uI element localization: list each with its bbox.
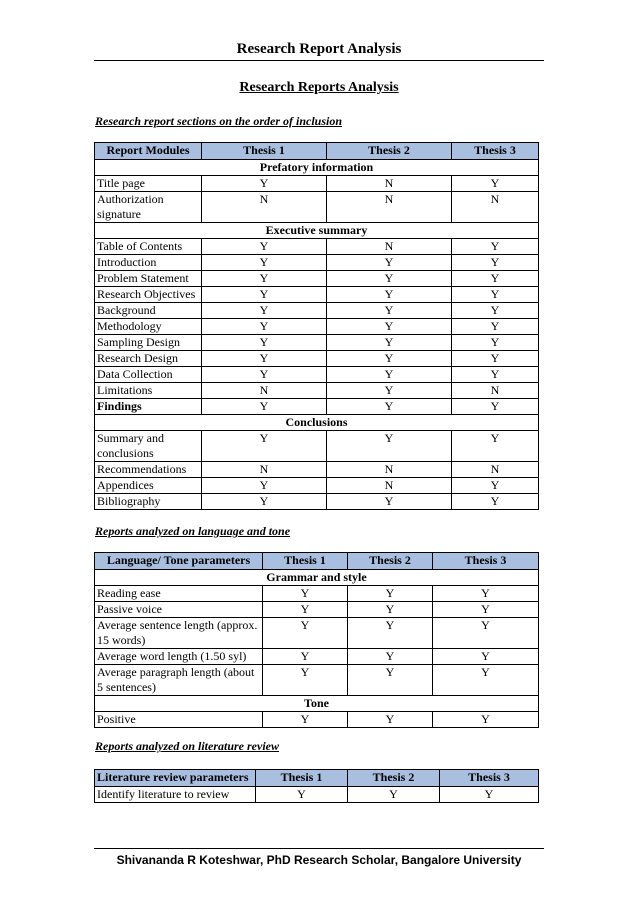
table-row	[95, 665, 539, 696]
row-label: Positive	[95, 712, 263, 728]
table-row	[95, 494, 539, 510]
column-header: Thesis 3	[452, 143, 539, 160]
row-label: Sampling Design	[95, 335, 202, 351]
column-header: Thesis 2	[348, 553, 433, 570]
table-row	[95, 586, 539, 602]
row-label: Average word length (1.50 syl)	[95, 649, 263, 665]
cell-value: Y	[327, 271, 452, 287]
section-caption-language: Reports analyzed on language and tone	[95, 524, 291, 538]
row-label: Research Design	[95, 351, 202, 367]
group-row	[95, 223, 539, 239]
group-title: Grammar and style	[95, 570, 539, 586]
cell-value: Y	[452, 271, 539, 287]
cell-value: N	[327, 176, 452, 192]
cell-value: N	[202, 462, 327, 478]
cell-value: Y	[263, 649, 348, 665]
group-title: Tone	[95, 696, 539, 712]
table-row	[95, 239, 539, 255]
table-row	[95, 192, 539, 223]
column-header: Language/ Tone parameters	[95, 553, 263, 570]
row-label: Recommendations	[95, 462, 202, 478]
column-header: Thesis 2	[327, 143, 452, 160]
cell-value: Y	[263, 586, 348, 602]
cell-value: Y	[202, 494, 327, 510]
table-row	[95, 319, 539, 335]
language-tone-table	[94, 552, 539, 728]
page-header: Research Report Analysis	[94, 40, 544, 61]
cell-value: Y	[327, 367, 452, 383]
cell-value: Y	[202, 367, 327, 383]
table-row	[95, 176, 539, 192]
cell-value: Y	[327, 287, 452, 303]
cell-value: N	[452, 383, 539, 399]
row-label: Authorization signature	[95, 192, 202, 223]
cell-value: Y	[202, 431, 327, 462]
row-label: Average paragraph length (about 5 sentences)	[95, 665, 263, 696]
table-row	[95, 787, 539, 803]
column-header: Thesis 1	[256, 770, 348, 787]
row-label: Data Collection	[95, 367, 202, 383]
table-header-row	[95, 770, 539, 787]
row-label: Reading ease	[95, 586, 263, 602]
cell-value: Y	[202, 176, 327, 192]
cell-value: Y	[263, 618, 348, 649]
table-row	[95, 462, 539, 478]
cell-value: Y	[452, 431, 539, 462]
cell-value: Y	[202, 478, 327, 494]
cell-value: N	[452, 192, 539, 223]
row-label: Identify literature to review	[95, 787, 256, 803]
column-header: Thesis 1	[263, 553, 348, 570]
table-row	[95, 618, 539, 649]
row-label: Passive voice	[95, 602, 263, 618]
group-title: Conclusions	[95, 415, 539, 431]
cell-value: N	[202, 383, 327, 399]
cell-value: Y	[327, 335, 452, 351]
cell-value: Y	[452, 176, 539, 192]
cell-value: Y	[452, 319, 539, 335]
cell-value: N	[202, 192, 327, 223]
table-row	[95, 712, 539, 728]
cell-value: Y	[348, 602, 433, 618]
cell-value: Y	[452, 399, 539, 415]
row-label: Title page	[95, 176, 202, 192]
column-header: Thesis 1	[202, 143, 327, 160]
document-title: Research Reports Analysis	[239, 80, 399, 95]
cell-value: N	[327, 239, 452, 255]
row-label: Limitations	[95, 383, 202, 399]
cell-value: Y	[433, 712, 539, 728]
table-row	[95, 431, 539, 462]
table-header-row	[95, 143, 539, 160]
table-row	[95, 255, 539, 271]
cell-value: Y	[348, 787, 440, 803]
cell-value: N	[327, 192, 452, 223]
cell-value: N	[327, 462, 452, 478]
cell-value: Y	[327, 399, 452, 415]
cell-value: Y	[263, 665, 348, 696]
column-header: Literature review parameters	[95, 770, 256, 787]
group-title: Prefatory information	[95, 160, 539, 176]
cell-value: N	[452, 462, 539, 478]
cell-value: Y	[202, 239, 327, 255]
row-label: Methodology	[95, 319, 202, 335]
column-header: Thesis 2	[348, 770, 440, 787]
group-row	[95, 160, 539, 176]
cell-value: Y	[348, 586, 433, 602]
cell-value: Y	[433, 649, 539, 665]
section-caption-literature: Reports analyzed on literature review	[95, 739, 279, 753]
row-label: Bibliography	[95, 494, 202, 510]
cell-value: Y	[256, 787, 348, 803]
cell-value: Y	[433, 665, 539, 696]
cell-value: Y	[202, 271, 327, 287]
cell-value: Y	[202, 351, 327, 367]
section-caption-inclusion: Research report sections on the order of inclusion	[95, 114, 343, 128]
cell-value: Y	[433, 602, 539, 618]
cell-value: Y	[433, 618, 539, 649]
cell-value: Y	[452, 351, 539, 367]
cell-value: Y	[202, 255, 327, 271]
row-label: Problem Statement	[95, 271, 202, 287]
cell-value: Y	[452, 335, 539, 351]
table-row	[95, 649, 539, 665]
row-label: Average sentence length (approx. 15 words)	[95, 618, 263, 649]
report-modules-table	[94, 142, 539, 510]
row-label: Appendices	[95, 478, 202, 494]
row-label: Background	[95, 303, 202, 319]
cell-value: Y	[263, 712, 348, 728]
cell-value: Y	[452, 239, 539, 255]
cell-value: Y	[452, 255, 539, 271]
cell-value: Y	[202, 319, 327, 335]
table-row	[95, 478, 539, 494]
group-row	[95, 696, 539, 712]
cell-value: Y	[202, 303, 327, 319]
table-row	[95, 271, 539, 287]
cell-value: Y	[452, 303, 539, 319]
cell-value: Y	[263, 602, 348, 618]
table-row	[95, 367, 539, 383]
cell-value: Y	[327, 351, 452, 367]
row-label: Table of Contents	[95, 239, 202, 255]
cell-value: Y	[440, 787, 539, 803]
cell-value: Y	[348, 665, 433, 696]
cell-value: Y	[433, 586, 539, 602]
cell-value: Y	[327, 255, 452, 271]
cell-value: Y	[327, 319, 452, 335]
row-label: Introduction	[95, 255, 202, 271]
table-row	[95, 303, 539, 319]
group-title: Executive summary	[95, 223, 539, 239]
column-header: Report Modules	[95, 143, 202, 160]
cell-value: Y	[452, 478, 539, 494]
cell-value: Y	[327, 494, 452, 510]
column-header: Thesis 3	[440, 770, 539, 787]
table-row	[95, 351, 539, 367]
table-row	[95, 287, 539, 303]
cell-value: Y	[348, 618, 433, 649]
cell-value: Y	[348, 649, 433, 665]
table-header-row	[95, 553, 539, 570]
table-row	[95, 383, 539, 399]
cell-value: Y	[452, 494, 539, 510]
table-row	[95, 602, 539, 618]
literature-review-table	[94, 769, 539, 803]
table-row	[95, 399, 539, 415]
cell-value: Y	[202, 399, 327, 415]
column-header: Thesis 3	[433, 553, 539, 570]
cell-value: Y	[327, 383, 452, 399]
cell-value: Y	[202, 335, 327, 351]
group-row	[95, 570, 539, 586]
cell-value: Y	[327, 303, 452, 319]
group-row	[95, 415, 539, 431]
cell-value: N	[327, 478, 452, 494]
row-label: Findings	[95, 399, 202, 415]
cell-value: Y	[327, 431, 452, 462]
cell-value: Y	[452, 367, 539, 383]
page-footer: Shivananda R Koteshwar, PhD Research Scholar, Bangalore University	[94, 848, 544, 867]
table-row	[95, 335, 539, 351]
cell-value: Y	[202, 287, 327, 303]
row-label: Research Objectives	[95, 287, 202, 303]
cell-value: Y	[348, 712, 433, 728]
row-label: Summary and conclusions	[95, 431, 202, 462]
cell-value: Y	[452, 287, 539, 303]
